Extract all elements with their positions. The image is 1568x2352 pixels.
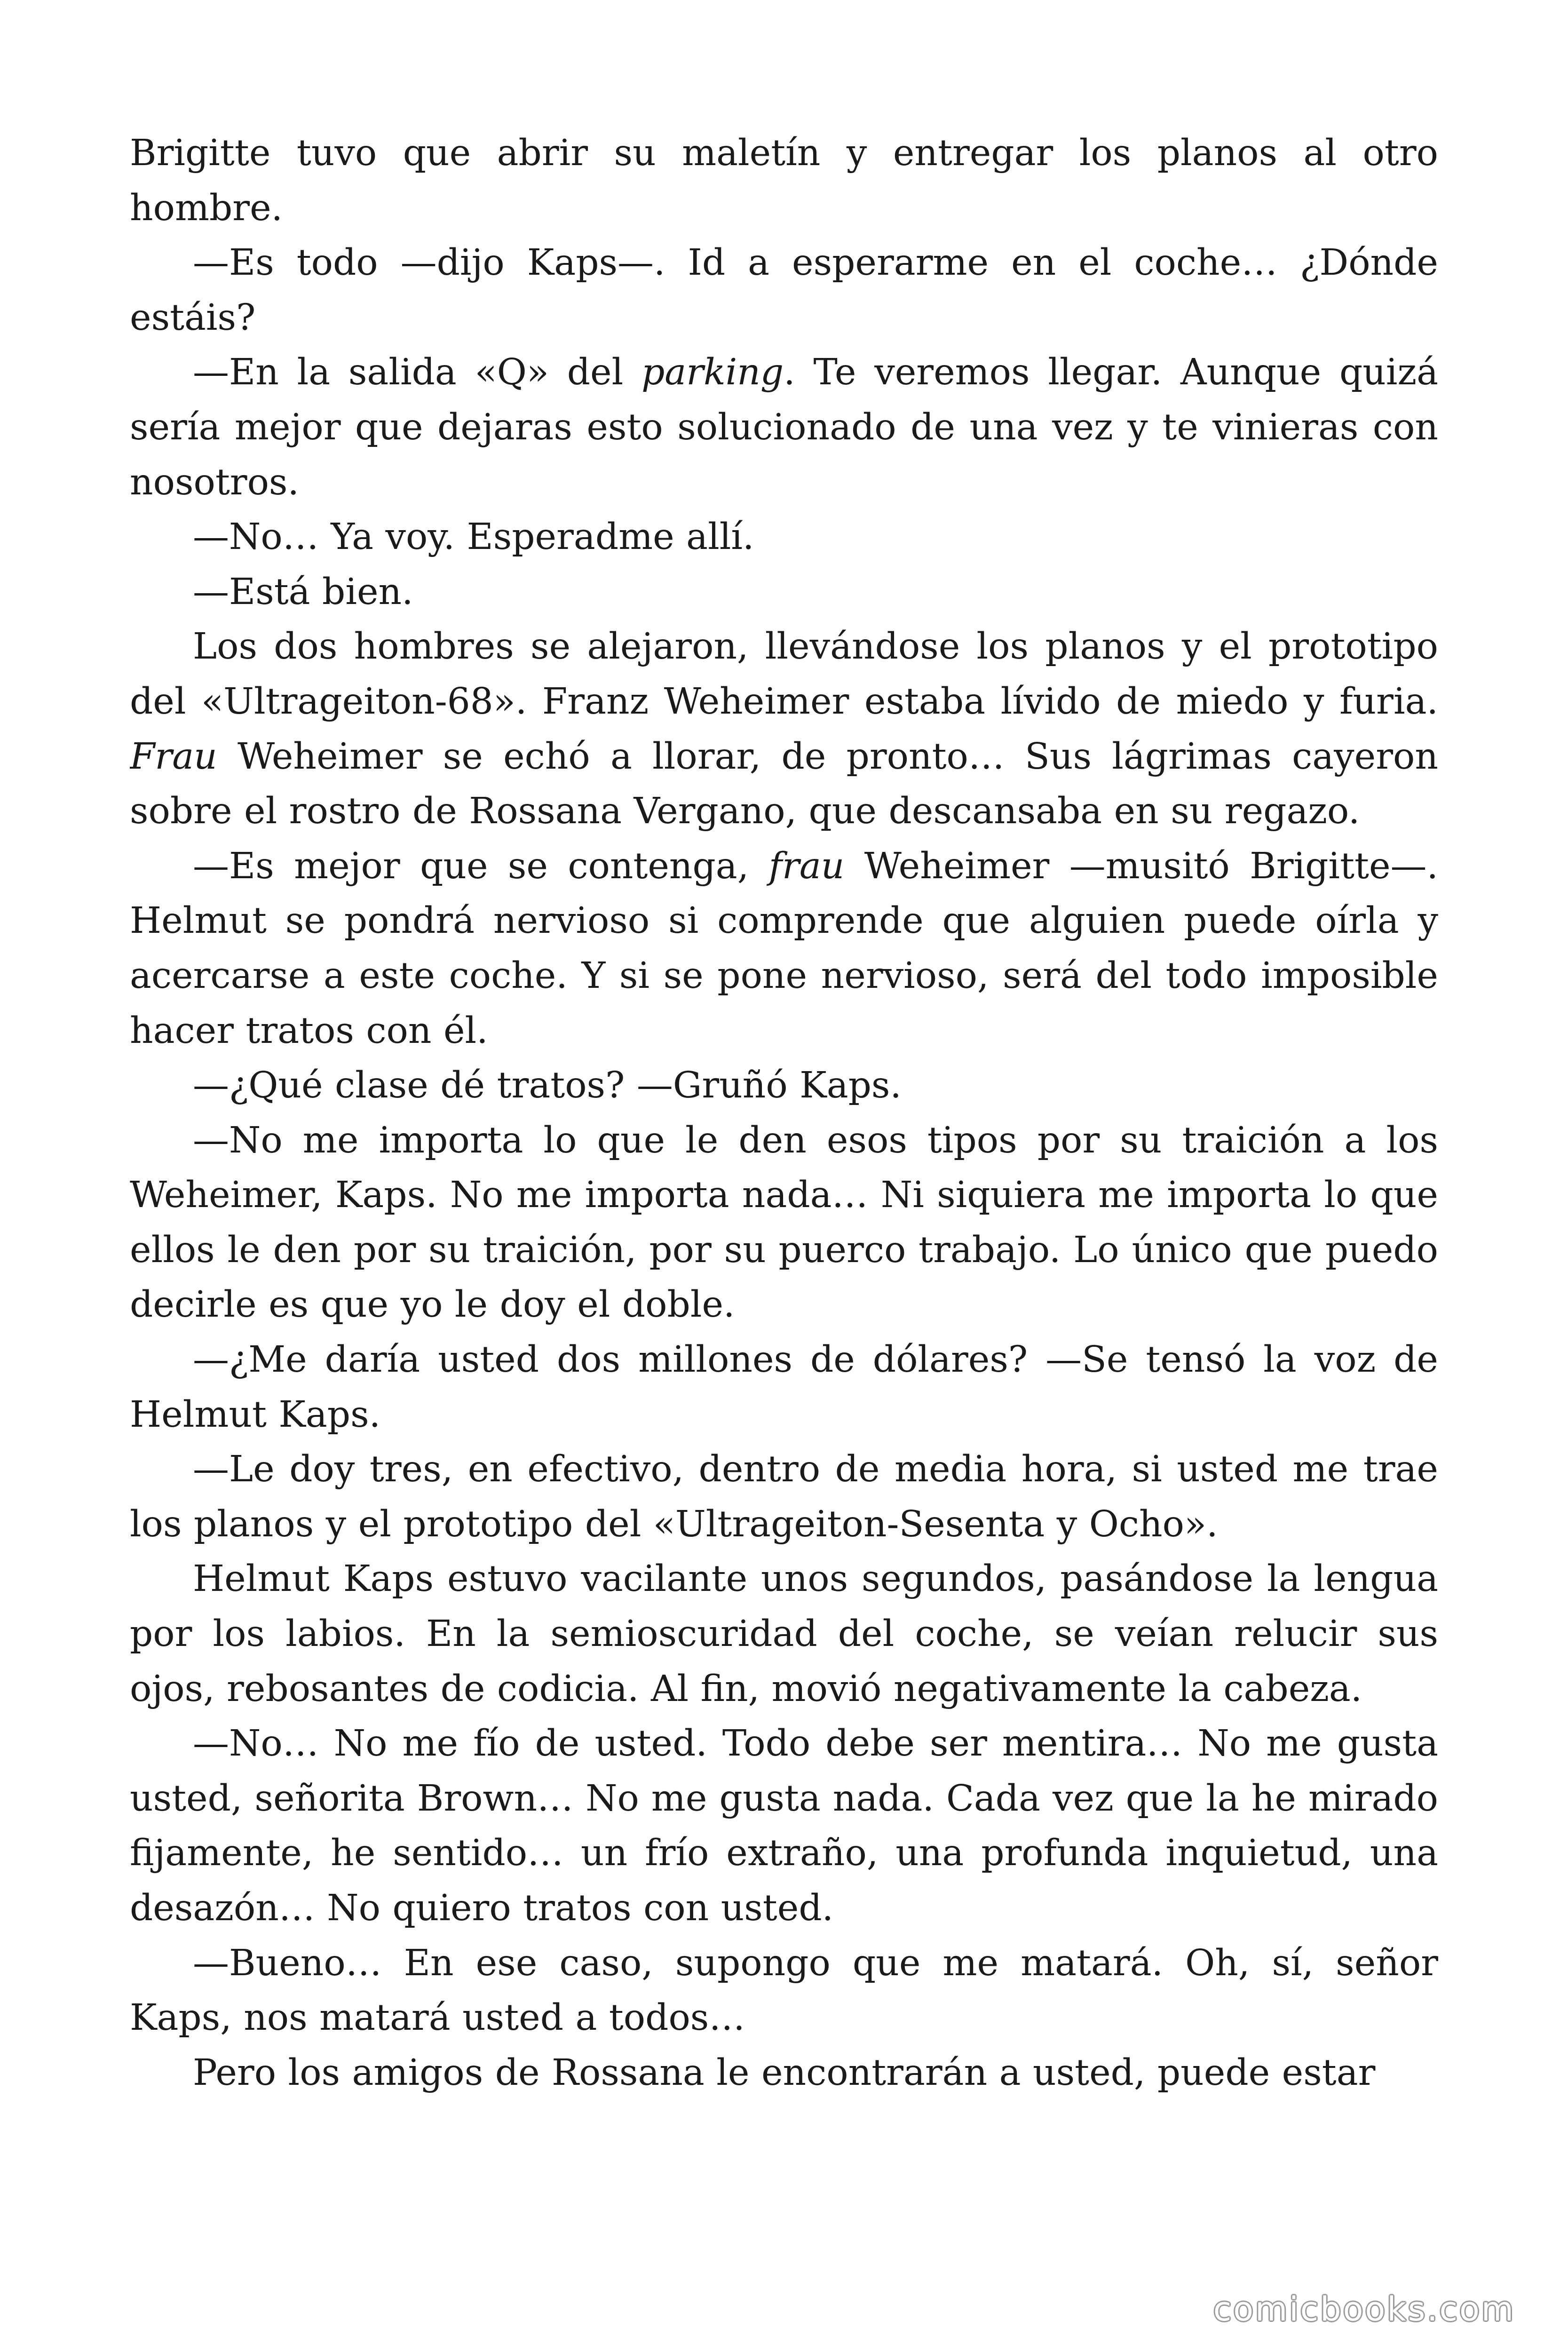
paragraph (130, 126, 1438, 236)
text-run: —No… No me fío de usted. Todo debe ser mentira… No me gusta usted, señorita Brown… No me gusta nada. Cada vez que la he mirado fijamente, he sentido… un frío extraño, una profunda inquietud, una desazón… No quiero tratos con usted. (130, 1723, 1438, 1929)
italic-text: frau (768, 845, 845, 887)
paragraph (130, 1333, 1438, 1442)
paragraph (130, 345, 1438, 510)
paragraph (130, 1113, 1438, 1333)
text-run: Brigitte tuvo que abrir su maletín y entregar los planos al otro hombre. (130, 132, 1438, 229)
text-run: —¿Qué clase dé tratos? —Gruñó Kaps. (193, 1065, 902, 1107)
text-run: —En la salida «Q» del (193, 351, 642, 394)
text-run: —Bueno… En ese caso, supongo que me matará. Oh, sí, señor Kaps, nos matará usted a todos… (130, 1942, 1438, 2039)
text-run: Weheimer se echó a llorar, de pronto… Sus lágrimas cayeron sobre el rostro de Rossana Vergano, que descansaba en su regazo. (130, 735, 1438, 833)
text-run: —No me importa lo que le den esos tipos por su traición a los Weheimer, Kaps. No me importa nada… Ni siquiera me importa lo que ellos le den por su traición, por su puerco trabajo. Lo único que puedo decirle es que yo le doy el doble. (130, 1119, 1438, 1326)
text-run: Los dos hombres se alejaron, llevándose los planos y el prototipo del «Ultrageiton-68». Franz Weheimer estaba lívido de miedo y furia. (130, 626, 1438, 723)
text-run: —Está bien. (193, 571, 413, 613)
paragraph (130, 236, 1438, 345)
text-run: Helmut Kaps estuvo vacilante unos segundos, pasándose la lengua por los labios. En la semioscuridad del coche, se veían relucir sus ojos, rebosantes de codicia. Al fin, movió negativamente la cabeza. (130, 1558, 1438, 1710)
paragraph (130, 510, 1438, 565)
text-run: Weheimer —musitó Brigitte—. Helmut se pondrá nervioso si comprende que alguien puede oírla y acercarse a este coche. Y si se pone nervioso, será del todo imposible hacer tratos con él. (130, 845, 1438, 1052)
text-run: —Es todo —dijo Kaps—. Id a esperarme en el coche… ¿Dónde estáis? (130, 242, 1438, 339)
paragraph (130, 1936, 1438, 2046)
text-run: —¿Me daría usted dos millones de dólares? —Se tensó la voz de Helmut Kaps. (130, 1339, 1438, 1436)
paragraph (130, 2046, 1438, 2101)
paragraph (130, 1058, 1438, 1113)
paragraph (130, 1442, 1438, 1552)
text-run: —Es mejor que se contenga, (193, 845, 769, 887)
text-run: . Te veremos llegar. Aunque quizá sería mejor que dejaras esto solucionado de una vez y te vinieras con nosotros. (130, 351, 1438, 503)
paragraph (130, 565, 1438, 620)
text-run: —Le doy tres, en efectivo, dentro de media hora, si usted me trae los planos y el prototipo del «Ultrageiton-Sesenta y Ocho». (130, 1448, 1438, 1545)
text-run: —No… Ya voy. Esperadme allí. (193, 516, 754, 558)
paragraph (130, 1716, 1438, 1936)
italic-text: parking (641, 351, 784, 394)
italic-text: Frau (130, 735, 217, 778)
paragraph (130, 1552, 1438, 1716)
paragraph (130, 620, 1438, 839)
page-text-body (130, 126, 1438, 2271)
watermark: comicbooks.com (1213, 2290, 1515, 2328)
text-run: Pero los amigos de Rossana le encontrarán a usted, puede estar (193, 2051, 1376, 2094)
paragraph (130, 839, 1438, 1058)
